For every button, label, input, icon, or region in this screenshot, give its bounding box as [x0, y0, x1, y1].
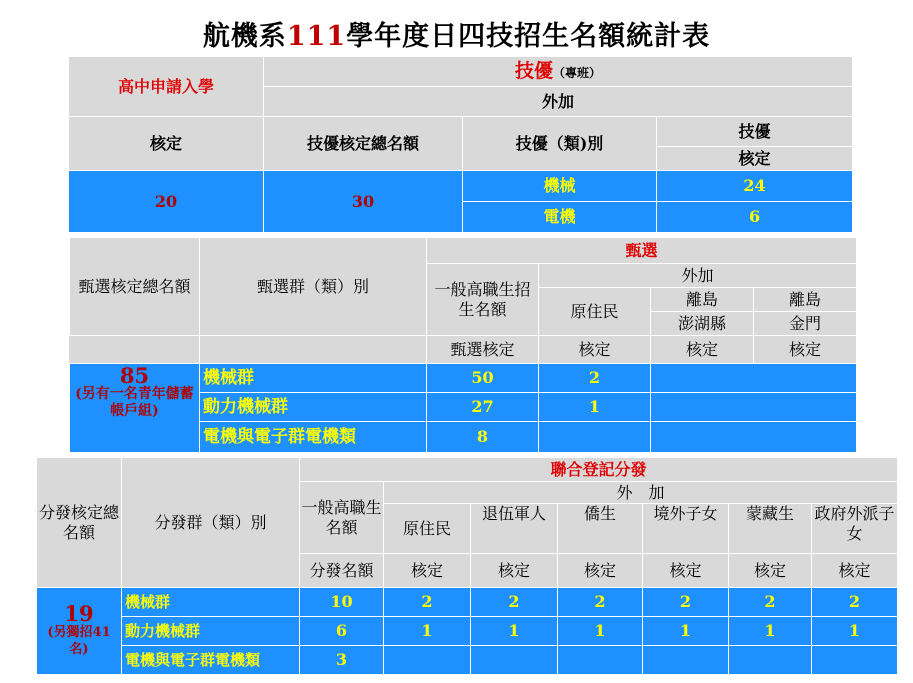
- header-apply: 高中申請入學: [69, 57, 264, 117]
- skill-value-cell: 24: [657, 171, 853, 202]
- header-dist-approved: 核定: [471, 554, 558, 588]
- page-title: 航機系111學年度日四技招生名額統計表: [202, 21, 711, 52]
- dist-general-cell: 10: [300, 588, 384, 617]
- header-approved: 核定: [754, 336, 857, 364]
- dist-extra-cell: 2: [643, 588, 729, 617]
- approved-value: 20: [69, 171, 264, 233]
- skill-total-value: 30: [264, 171, 463, 233]
- header-skill: 技優（專班）: [264, 57, 853, 87]
- header-outside: 境外子女: [643, 504, 729, 554]
- dist-extra-cell: [812, 646, 898, 675]
- select-total-cell: [70, 364, 200, 453]
- skill-admission-table: [68, 56, 853, 233]
- dist-general-cell: 6: [300, 617, 384, 646]
- header-select-approved: 甄選核定: [427, 336, 539, 364]
- dist-extra-cell: [471, 646, 558, 675]
- dist-extra-cell: 1: [729, 617, 812, 646]
- dist-extra-cell: [643, 646, 729, 675]
- dist-general-cell: 3: [300, 646, 384, 675]
- dist-extra-cell: 2: [812, 588, 898, 617]
- select-aboriginal-cell: 2: [539, 364, 651, 393]
- select-group-cell: 機械群: [200, 364, 427, 393]
- header-approved: 核定: [651, 336, 754, 364]
- header-overseas: 僑生: [558, 504, 643, 554]
- header-dist-extra: 外 加: [384, 482, 898, 504]
- header-skill-total: 技優核定總名額: [264, 117, 463, 171]
- select-group-cell: 電機與電子群電機類: [200, 422, 427, 453]
- dist-extra-cell: 2: [384, 588, 471, 617]
- header-skill-category: 技優（類)別: [463, 117, 657, 171]
- header-select: 甄選: [427, 238, 857, 264]
- dist-extra-cell: 2: [558, 588, 643, 617]
- select-general-cell: 8: [427, 422, 539, 453]
- select-general-cell: 27: [427, 393, 539, 422]
- header-extra2: 外加: [539, 264, 857, 288]
- header-dist-approved: 核定: [729, 554, 812, 588]
- header-select-total: 甄選核定總名額: [70, 238, 200, 336]
- skill-category-cell: 機械: [463, 171, 657, 202]
- dist-group-cell: 動力機械群: [122, 617, 300, 646]
- header-diplomat: 政府外派子女: [812, 504, 898, 554]
- dist-total-note: (另獨招41名): [47, 625, 111, 657]
- header-extra: 外加: [264, 87, 853, 117]
- select-total-value: 85: [119, 363, 150, 388]
- header-penghu: 澎湖縣: [651, 312, 754, 336]
- header-dist-approved: 核定: [643, 554, 729, 588]
- dist-extra-cell: [558, 646, 643, 675]
- select-aboriginal-cell: 1: [539, 393, 651, 422]
- header-approved2: 核定: [657, 147, 853, 171]
- select-total-note: (另有一名青年儲蓄帳戶組): [75, 386, 194, 419]
- dist-extra-cell: [729, 646, 812, 675]
- header-kinmen: 金門: [754, 312, 857, 336]
- dist-extra-cell: 1: [558, 617, 643, 646]
- header-dist-approved: 核定: [384, 554, 471, 588]
- header-veteran: 退伍軍人: [471, 504, 558, 554]
- dist-group-cell: 機械群: [122, 588, 300, 617]
- dist-total-cell: [37, 588, 122, 675]
- dist-total-value: 19: [64, 601, 94, 626]
- header-dist-approved: 核定: [812, 554, 898, 588]
- dist-extra-cell: 1: [384, 617, 471, 646]
- header-dist-total: 分發核定總名額: [37, 458, 122, 588]
- dist-extra-cell: 1: [471, 617, 558, 646]
- header-aboriginal: 原住民: [539, 288, 651, 336]
- dist-extra-cell: 2: [729, 588, 812, 617]
- header-general: 一般高職生招生名額: [427, 264, 539, 336]
- header-dist-general: 一般高職生名額: [300, 482, 384, 554]
- header-joint: 聯合登記分發: [300, 458, 898, 482]
- dist-extra-cell: 1: [643, 617, 729, 646]
- header-tibetan: 蒙藏生: [729, 504, 812, 554]
- header-dist-approved: 核定: [558, 554, 643, 588]
- header-island2: 離島: [754, 288, 857, 312]
- header-island1: 離島: [651, 288, 754, 312]
- header-dist-group: 分發群（類）別: [122, 458, 300, 588]
- header-dist-count: 分發名額: [300, 554, 384, 588]
- dist-extra-cell: 1: [812, 617, 898, 646]
- header-approved: 核定: [69, 117, 264, 171]
- header-dist-aboriginal: 原住民: [384, 504, 471, 554]
- distribution-table: [36, 457, 898, 675]
- selection-table: [69, 237, 857, 453]
- header-skill2: 技優: [657, 117, 853, 147]
- skill-value-cell: 6: [657, 202, 853, 233]
- skill-category-cell: 電機: [463, 202, 657, 233]
- select-general-cell: 50: [427, 364, 539, 393]
- dist-extra-cell: [384, 646, 471, 675]
- header-select-group: 甄選群（類）別: [200, 238, 427, 336]
- dist-group-cell: 電機與電子群電機類: [122, 646, 300, 675]
- select-group-cell: 動力機械群: [200, 393, 427, 422]
- header-approved: 核定: [539, 336, 651, 364]
- select-aboriginal-cell: [539, 422, 651, 453]
- dist-extra-cell: 2: [471, 588, 558, 617]
